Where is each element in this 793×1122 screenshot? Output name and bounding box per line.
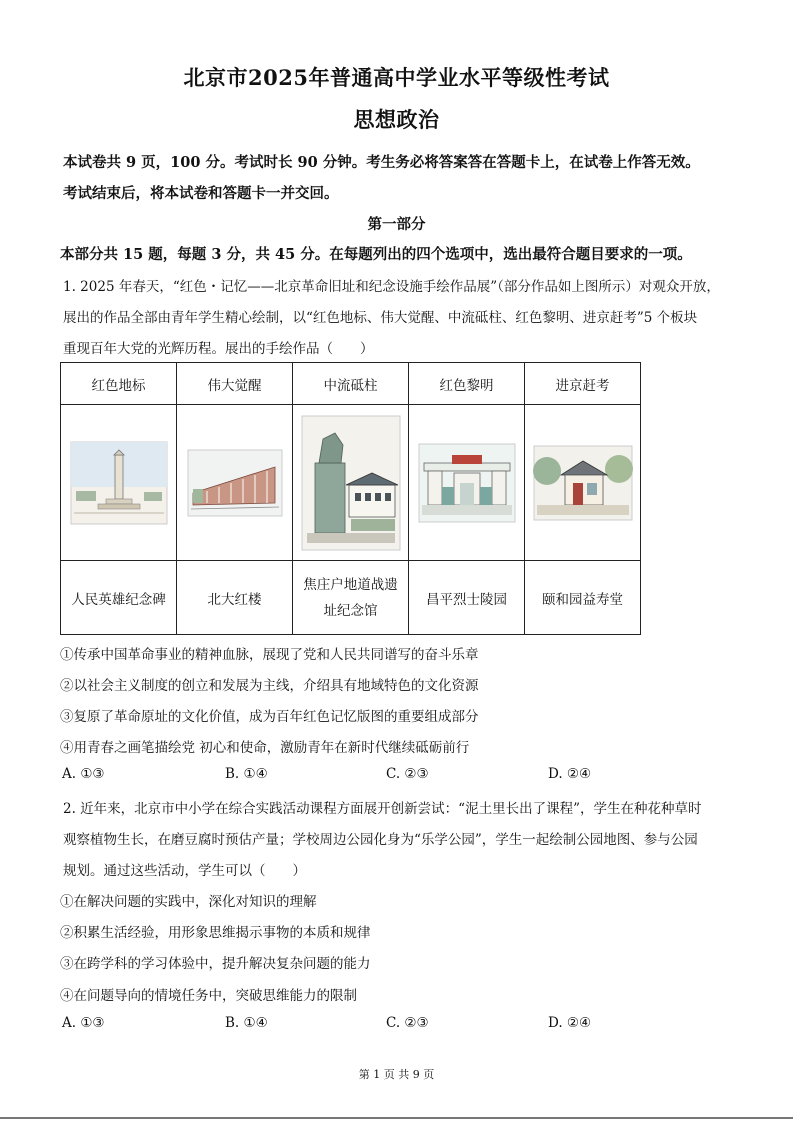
q1-stem-line3: 重现百年大党的光辉历程。展出的手绘作品（ ） xyxy=(63,341,374,357)
q2-stem-line1: 2. 近年来，北京市中小学在综合实践活动课程方面展开创新尝试：“泥土里长出了课程”，学生在种花种草时 xyxy=(63,801,702,817)
table-caption-line2: 址纪念馆 xyxy=(323,602,378,619)
table-header: 进京赶考 xyxy=(525,363,641,405)
table-caption: 颐和园益寿堂 xyxy=(525,561,641,635)
q2-statement-1: ①在解决问题的实践中，深化对知识的理解 xyxy=(60,894,317,910)
q1-statement-3: ③复原了革命原址的文化价值，成为百年红色记忆版图的重要组成部分 xyxy=(60,709,479,725)
q1-statement-1: ①传承中国革命事业的精神血脉，展现了党和人民共同谱写的奋斗乐章 xyxy=(60,647,479,663)
q2-stem-line3: 规划。通过这些活动，学生可以（ ） xyxy=(63,863,306,879)
table-caption: 北大红楼 xyxy=(177,561,293,635)
q2-option-b[interactable]: B. ①④ xyxy=(225,1015,268,1031)
q1-stem-line2: 展出的作品全部由青年学生精心绘制，以“红色地标、伟大觉醒、中流砥柱、红色黎明、进京赶考”5 个板块 xyxy=(63,310,698,326)
tunnel-memorial-drawing xyxy=(301,415,401,551)
q2-option-d[interactable]: D. ②④ xyxy=(548,1015,592,1031)
artwork-table xyxy=(60,362,641,635)
q2-statement-4: ④在问题导向的情境任务中，突破思维能力的限制 xyxy=(60,988,357,1004)
instructions-line2: 考试结束后，将本试卷和答题卡一并交回。 xyxy=(63,185,339,202)
q1-option-a[interactable]: A. ①③ xyxy=(62,766,105,782)
page-number: 第 1 页 共 9 页 xyxy=(358,1068,435,1081)
table-header: 中流砥柱 xyxy=(293,363,409,405)
q1-statement-4: ④用青春之画笔描绘党 初心和使命，激励青年在新时代继续砥砺前行 xyxy=(60,740,470,756)
q2-stem-line2: 观察植物生长，在磨豆腐时预估产量；学校周边公园化身为“乐学公园”，学生一起绘制公园地图、参与公园 xyxy=(63,832,698,848)
q1-stem-line1: 1. 2025 年春天，“红色・记忆——北京革命旧址和纪念设施手绘作品展”（部分作品如上图所示）对观众开放， xyxy=(63,279,720,295)
part-intro: 本部分共 15 题，每题 3 分，共 45 分。在每题列出的四个选项中，选出最符合题目要求的一项。 xyxy=(60,246,692,263)
part-heading: 第一部分 xyxy=(367,216,426,233)
monument-drawing xyxy=(70,441,168,525)
cemetery-gate-drawing xyxy=(418,443,516,523)
q1-option-b[interactable]: B. ①④ xyxy=(225,766,268,782)
table-header: 红色黎明 xyxy=(409,363,525,405)
q2-option-c[interactable]: C. ②③ xyxy=(386,1015,429,1031)
table-caption: 人民英雄纪念碑 xyxy=(61,561,177,635)
table-header: 红色地标 xyxy=(61,363,177,405)
instructions-line1: 本试卷共 9 页，100 分。考试时长 90 分钟。考生务必将答案答在答题卡上，在试卷上作答无效。 xyxy=(63,154,700,171)
q2-statement-3: ③在跨学科的学习体验中，提升解决复杂问题的能力 xyxy=(60,956,371,972)
subject-title: 思想政治 xyxy=(353,107,440,132)
q2-statement-2: ②积累生活经验，用形象思维揭示事物的本质和规律 xyxy=(60,925,371,941)
q1-option-d[interactable]: D. ②④ xyxy=(548,766,592,782)
table-caption: 昌平烈士陵园 xyxy=(409,561,525,635)
q1-statement-2: ②以社会主义制度的创立和发展为主线，介绍具有地域特色的文化资源 xyxy=(60,678,479,694)
table-caption: 焦庄户地道战遗 xyxy=(303,576,398,593)
table-header: 伟大觉醒 xyxy=(177,363,293,405)
q2-option-a[interactable]: A. ①③ xyxy=(62,1015,105,1031)
bottom-rule xyxy=(0,1117,793,1119)
exam-title: 北京市2025年普通高中学业水平等级性考试 xyxy=(183,65,610,90)
red-building-drawing xyxy=(187,449,283,517)
yishou-hall-drawing xyxy=(533,445,633,521)
q1-option-c[interactable]: C. ②③ xyxy=(386,766,429,782)
